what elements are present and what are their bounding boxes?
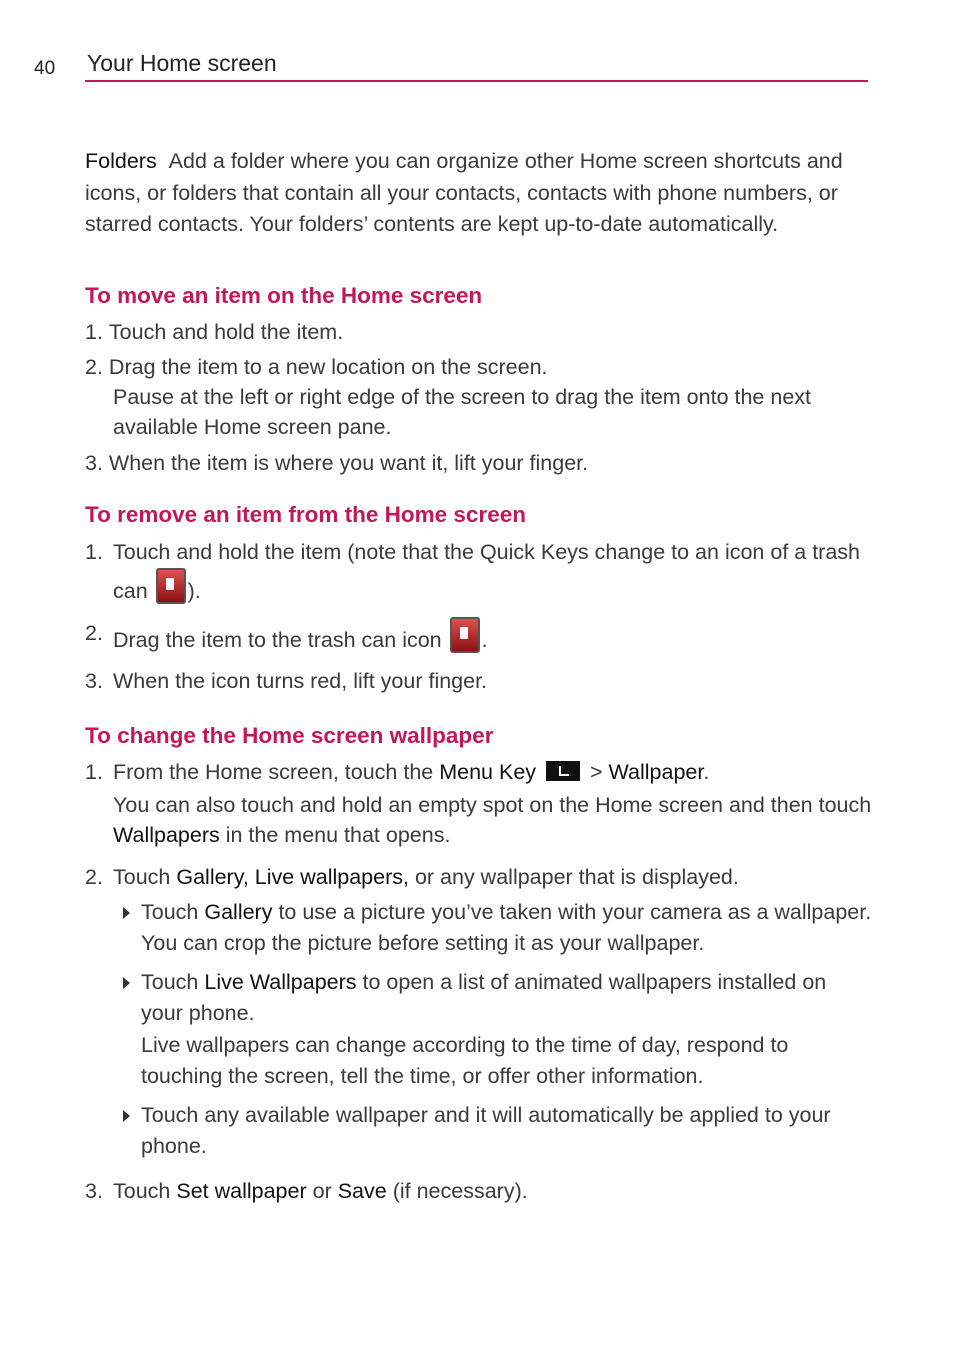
bullet-arrow-icon [123,977,130,989]
step-text-end: . [481,628,488,653]
header-title: Your Home screen [87,50,277,76]
step-number: 2. [85,355,103,380]
step-text: Touch and hold the item. [108,320,344,345]
step-text: Touch and hold the item (note that the Quick Keys change to an icon of a trash can [113,540,860,604]
menu-key-icon [546,761,580,781]
remove-section-title: To remove an item from the Home screen [85,501,526,527]
continuation-text-end: in the menu that opens. [219,822,451,847]
wallpaper-step-1 [85,757,873,850]
step-number: 3. [85,668,103,693]
step-text-or: or [306,1178,338,1203]
remove-step-2 [85,617,873,656]
step-number: 3. [85,451,103,476]
sub-bullet-live-wallpapers [123,967,873,1093]
save-label: Save [337,1178,387,1203]
step-text: Touch [113,1178,177,1203]
bullet-text: Touch any available wallpaper and it will automatically be applied to your phone. [141,1102,831,1159]
trash-can-icon [450,617,480,653]
page-number: 40 [34,58,56,79]
gallery-live-label: Gallery, Live wallpapers, [176,864,409,889]
remove-step-3 [85,665,873,697]
step-number: 1. [85,320,103,345]
move-step-3 [85,447,873,479]
move-section-title: To move an item on the Home screen [85,282,483,308]
step-text-end: or any wallpaper that is displayed. [408,864,739,889]
wallpaper-step-2 [85,861,873,893]
wallpapers-label: Wallpapers [113,822,220,847]
menu-key-label: Menu Key [439,759,537,784]
remove-steps [85,537,873,697]
folders-term: Folders [85,149,157,173]
trash-can-icon [156,568,186,604]
bullet-text: Touch [141,969,205,994]
step-text: Touch [113,864,177,889]
step-text-end: ). [187,579,201,604]
page-content [85,146,873,1207]
bullet-arrow-icon [123,907,130,919]
step-text: From the Home screen, touch the [113,759,440,784]
step-number: 2. [85,864,103,889]
wallpaper-section-title: To change the Home screen wallpaper [85,722,494,748]
bullet-continuation: Live wallpapers can change according to the time of day, respond to touching the screen, tell the time, or offer other information. [141,1032,789,1089]
move-step-1 [85,316,873,352]
move-step-2 [85,352,873,442]
wallpaper-label: Wallpaper [608,759,704,784]
intro-paragraph [85,146,873,241]
step-text: When the icon turns red, lift your finger. [113,668,488,693]
bullet-text-end: to open a list of animated wallpapers installed on your phone. [141,969,827,1026]
bullet-arrow-icon [123,1110,130,1122]
remove-step-1 [85,537,873,607]
step-text: Drag the item to the trash can icon [113,628,442,653]
gallery-label: Gallery [204,899,273,924]
live-wallpapers-label: Live Wallpapers [204,969,357,994]
sub-bullet-any-wallpaper [123,1100,873,1163]
step-continuation [113,790,873,850]
move-steps [85,316,873,479]
separator: > [584,759,609,784]
step-text-end: (if necessary). [386,1178,528,1203]
header-rule [85,80,868,82]
step-text-end: . [703,759,710,784]
step-text: When the item is where you want it, lift your finger. [108,451,589,476]
wallpaper-steps-continued [85,1175,873,1207]
step-number: 1. [85,540,103,565]
step-text: Drag the item to a new location on the screen. [108,355,548,380]
wallpaper-steps [85,757,873,893]
bullet-text: Touch [141,899,205,924]
continuation-text: You can also touch and hold an empty spot on the Home screen and then touch [113,792,872,817]
folders-description: Add a folder where you can organize other Home screen shortcuts and icons, or folders that contain all your contacts, contacts with phone numbers, or starred contacts. Your folders’ contents are kept up-to-date automatically. [85,149,843,236]
step-number: 2. [85,621,103,646]
bullet-text-end: to use a picture you’ve taken with your camera as a wallpaper. You can crop the picture before setting it as your wallpaper. [141,899,872,956]
step-number: 3. [85,1178,103,1203]
step-continuation: Pause at the left or right edge of the screen to drag the item onto the next available Home screen pane. [113,385,811,440]
sub-bullet-gallery [123,897,873,960]
step-number: 1. [85,759,103,784]
wallpaper-step-3 [85,1175,873,1207]
set-wallpaper-label: Set wallpaper [176,1178,307,1203]
